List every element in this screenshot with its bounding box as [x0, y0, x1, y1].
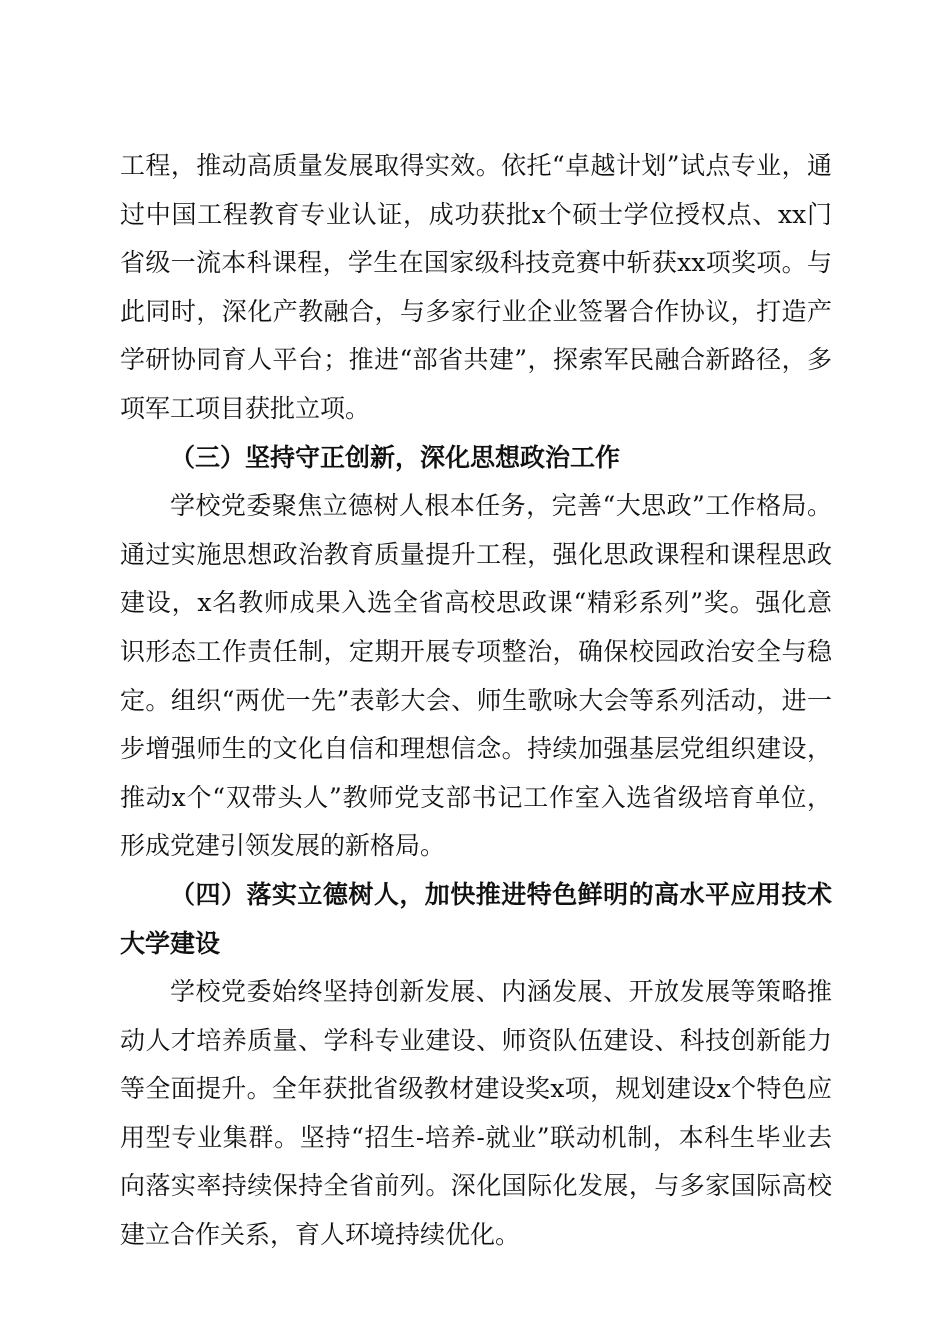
body-paragraph-university-development: 学校党委始终坚持创新发展、内涵发展、开放发展等策略推动人才培养质量、学科专业建设、师资队伍建设、科技创新能力等全面提升。全年获批省级教材建设奖x项，规划建设x个特色应用型专业集群。坚持“招生-培养-就业”联动机制，本科生毕业去向落实率持续保持全省前列。深化国际化发展，与多家国际高校建立合作关系，育人环境持续优化。 [120, 977, 832, 1250]
body-paragraph-continuation: 工程，推动高质量发展取得实效。依托“卓越计划”试点专业，通过中国工程教育专业认证，成功获批x个硕士学位授权点、xx门省级一流本科课程，学生在国家级科技竞赛中斩获xx项奖项。与此同时，深化产教融合，与多家行业企业签署合作协议，打造产学研协同育人平台；推进“部省共建”，探索军民融合新路径，多项军工项目获批立项。 [120, 151, 832, 423]
section-heading-3: （三）坚持守正创新，深化思想政治工作 [170, 442, 621, 472]
document-body [120, 142, 832, 1260]
section-heading-4: （四）落实立德树人，加快推进特色鲜明的高水平应用技术大学建设 [120, 879, 832, 958]
body-paragraph-ideological-work: 学校党委聚焦立德树人根本任务，完善“大思政”工作格局。通过实施思想政治教育质量提升工程，强化思政课程和课程思政建设，x名教师成果入选全省高校思政课“精彩系列”奖。强化意识形态工作责任制，定期开展专项整治，确保校园政治安全与稳定。组织“两优一先”表彰大会、师生歌咏大会等系列活动，进一步增强师生的文化自信和理想信念。持续加强基层党组织建设，推动x个“双带头人”教师党支部书记工作室入选省级培育单位，形成党建引领发展的新格局。 [120, 491, 832, 861]
